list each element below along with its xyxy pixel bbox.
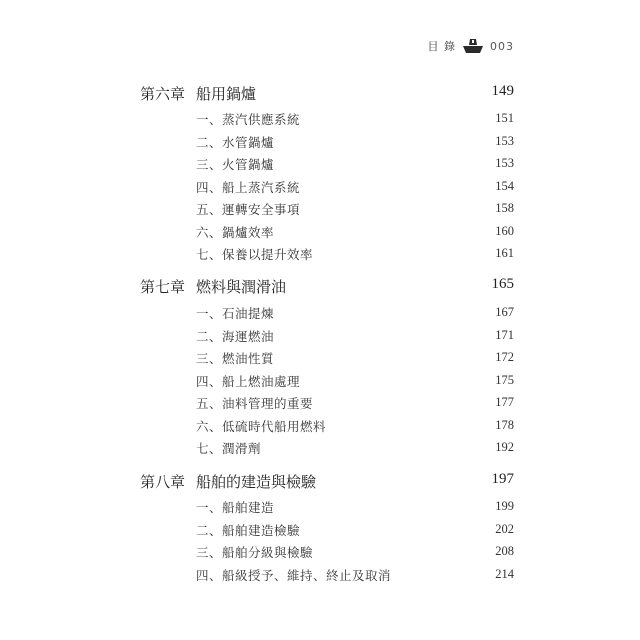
section-title: 七、潤滑劑 [196,441,262,456]
toc-section[interactable] [196,498,514,516]
toc-section[interactable] [196,327,514,345]
toc-section[interactable] [196,245,514,263]
chapter-number: 第七章 [140,278,186,296]
toc-section[interactable] [196,417,514,435]
section-page: 192 [495,440,514,454]
chapter-title: 船舶的建造與檢驗 [196,473,317,491]
toc-section[interactable] [196,155,514,173]
toc-section[interactable] [196,304,514,322]
toc-section[interactable] [196,372,514,390]
toc-section[interactable] [196,223,514,241]
chapter-title: 船用鍋爐 [196,85,257,103]
section-page: 214 [495,567,514,581]
section-page: 177 [495,395,514,409]
toc-section[interactable] [196,200,514,218]
section-title: 六、鍋爐效率 [196,225,275,240]
toc-chapter[interactable] [140,83,514,103]
section-title: 四、船上蒸汽系統 [196,180,301,195]
section-title: 一、石油提煉 [196,306,275,321]
section-page: 208 [495,544,514,558]
toc-section[interactable] [196,133,514,151]
section-title: 二、水管鍋爐 [196,135,275,150]
section-title: 五、油料管理的重要 [196,396,314,411]
section-page: 151 [495,111,514,125]
section-title: 七、保養以提升效率 [196,247,314,262]
section-title: 六、低硫時代船用燃料 [196,419,327,434]
section-title: 一、蒸汽供應系統 [196,112,301,127]
section-page: 153 [495,156,514,170]
ship-icon [462,38,484,54]
section-page: 153 [495,134,514,148]
section-page: 175 [495,373,514,387]
section-title: 二、船舶建造檢驗 [196,523,301,538]
chapter-page: 165 [491,276,514,292]
toc-section[interactable] [196,439,514,457]
chapter-number: 第八章 [140,473,186,491]
section-title: 三、火管鍋爐 [196,157,275,172]
toc-chapter[interactable] [140,276,514,296]
section-page: 199 [495,499,514,513]
section-page: 154 [495,179,514,193]
section-page: 172 [495,350,514,364]
header-title: 目 錄 [427,40,456,53]
toc-section[interactable] [196,521,514,539]
running-header [428,38,515,54]
section-page: 171 [495,328,514,342]
toc-section[interactable] [196,178,514,196]
section-page: 158 [495,201,514,215]
toc-section[interactable] [196,349,514,367]
section-title: 四、船級授予、維持、終止及取消 [196,568,392,583]
section-title: 五、運轉安全事項 [196,202,301,217]
section-page: 161 [495,246,514,260]
toc-chapter[interactable] [140,471,514,491]
section-page: 167 [495,305,514,319]
chapter-page: 197 [491,471,514,487]
toc-section[interactable] [196,110,514,128]
header-page-number: 003 [490,39,514,53]
section-title: 四、船上燃油處理 [196,374,301,389]
section-page: 160 [495,224,514,238]
chapter-number: 第六章 [140,85,186,103]
section-title: 一、船舶建造 [196,500,275,515]
section-title: 二、海運燃油 [196,329,275,344]
section-page: 202 [495,522,514,536]
toc-section[interactable] [196,543,514,561]
chapter-page: 149 [491,83,514,99]
section-title: 三、燃油性質 [196,351,275,366]
section-page: 178 [495,418,514,432]
section-title: 三、船舶分級與檢驗 [196,545,314,560]
toc-section[interactable] [196,394,514,412]
toc-section[interactable] [196,566,514,584]
chapter-title: 燃料與潤滑油 [196,278,287,296]
